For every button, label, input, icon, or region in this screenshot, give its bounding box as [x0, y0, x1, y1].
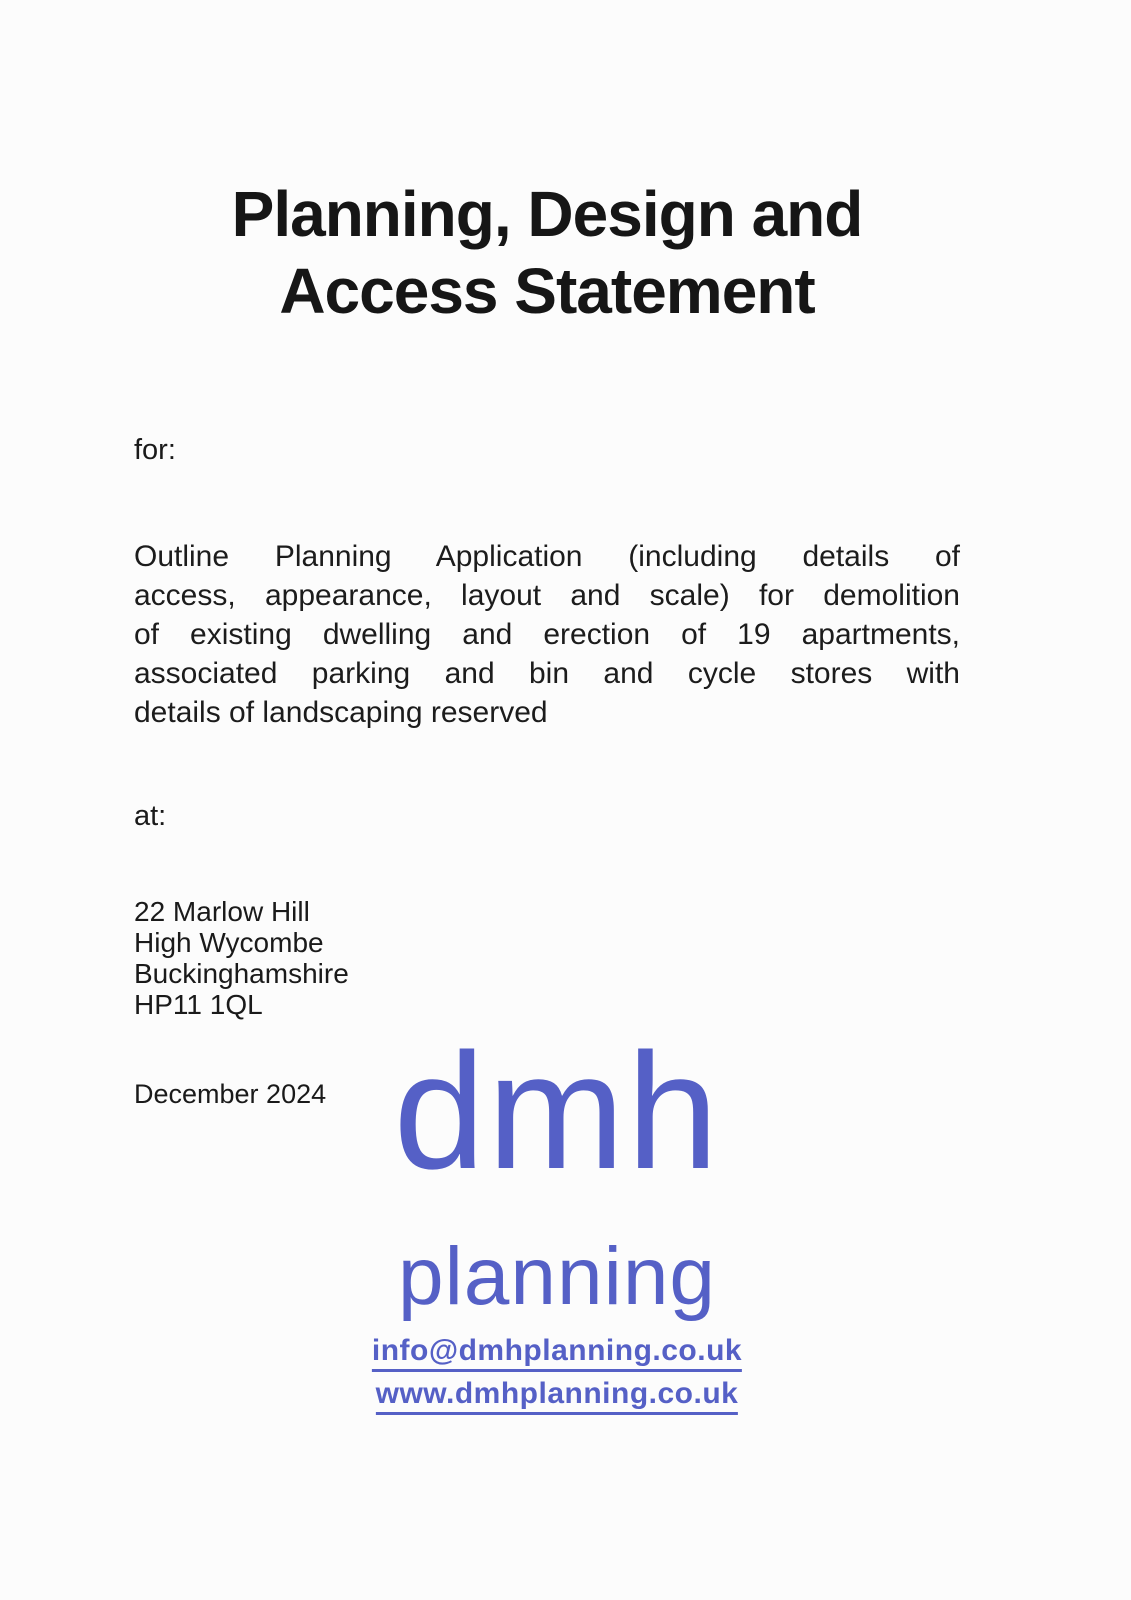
logo-wordmark-dmh: dmh [393, 1019, 721, 1203]
description-line: access, appearance, layout and scale) for demolition [134, 579, 960, 612]
cover-content [134, 0, 960, 1020]
address-line: HP11 1QL [134, 989, 263, 1020]
page-title-line-1: Planning, Design and [231, 178, 863, 250]
document-date: December 2024 [134, 1079, 327, 1109]
logo-wordmark-planning: planning [397, 1231, 717, 1322]
dmh-planning-logo [372, 1021, 742, 1415]
page-title-line-2: Access Statement [279, 255, 815, 327]
description-line: of existing dwelling and erection of 19 apartments, [134, 618, 960, 651]
description-line: associated parking and bin and cycle stores with [134, 657, 960, 690]
address-line: Buckinghamshire [134, 958, 349, 989]
cover-footer [134, 1021, 960, 1600]
address-line: High Wycombe [134, 927, 324, 958]
for-label: for: [134, 434, 176, 466]
logo-website-link[interactable]: www.dmhplanning.co.uk [376, 1377, 739, 1415]
address-line: 22 Marlow Hill [134, 896, 310, 927]
site-address [134, 896, 960, 1020]
proposal-description [134, 537, 960, 732]
page-title [134, 176, 960, 330]
logo-email-link[interactable]: info@dmhplanning.co.uk [372, 1334, 742, 1372]
at-label: at: [134, 800, 167, 832]
description-line: details of landscaping reserved [134, 696, 548, 729]
description-line: Outline Planning Application (including details of [134, 540, 960, 573]
